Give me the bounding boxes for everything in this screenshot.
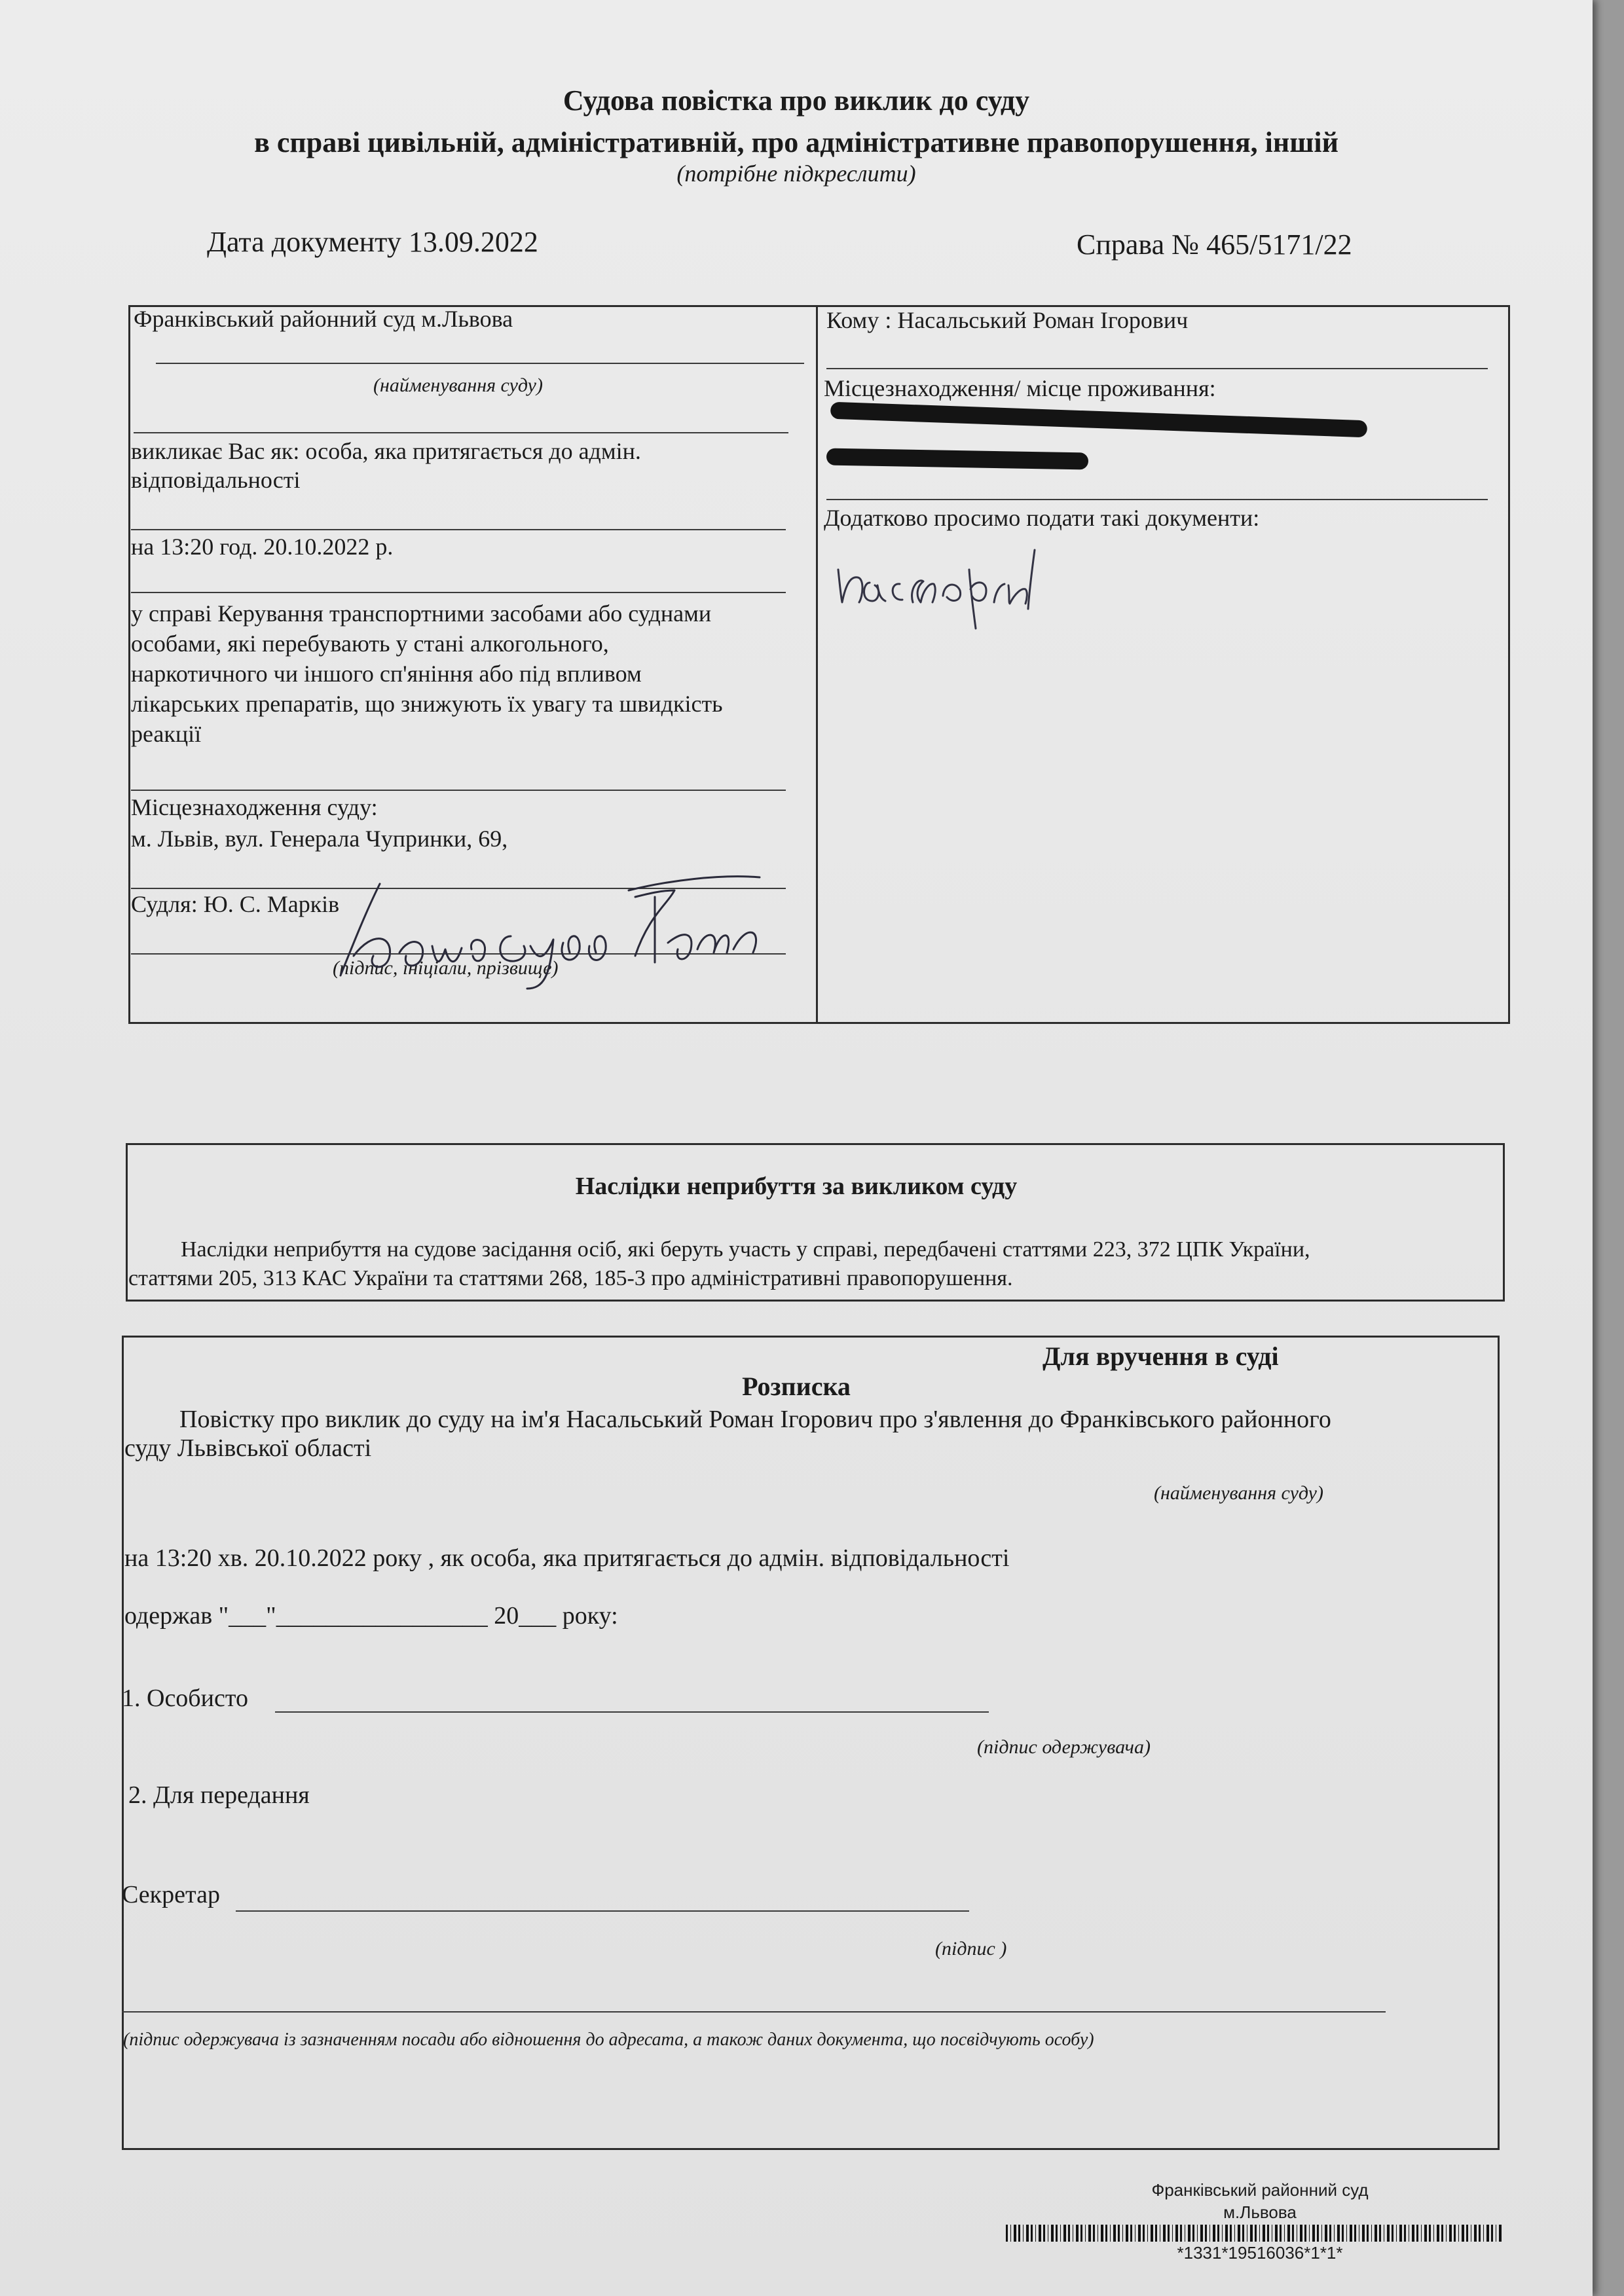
document-title: Судова повістка про виклик до суду xyxy=(563,84,1030,117)
residence-line xyxy=(826,499,1488,500)
footer-court-line1: Франківський районний суд xyxy=(1151,2180,1369,2200)
receipt-line1: Повістку про виклик до суду на ім'я Насальський Роман Ігорович про з'явлення до Франківського районного xyxy=(179,1406,1331,1433)
secretary-signature-caption: (підпис ) xyxy=(935,1938,1007,1959)
court-name-line xyxy=(156,363,804,364)
handwriting-passport-icon xyxy=(832,530,1094,635)
personally-signature-line xyxy=(275,1711,989,1713)
column-divider xyxy=(816,305,818,1024)
recipient-line xyxy=(826,368,1488,369)
documents-label: Додатково просимо подати такі документи: xyxy=(824,505,1260,531)
document-subtitle: в справі цивільній, адміністративній, про адміністративне правопорушення, іншій xyxy=(254,126,1338,158)
summons-role-line1: викликає Вас як: особа, яка притягається до адмін. xyxy=(131,438,641,464)
court-caption: (найменування суду) xyxy=(373,374,543,396)
signature-caption: (підпис, ініціали, прізвище) xyxy=(333,957,559,979)
hearing-time: на 13:20 год. 20.10.2022 р. xyxy=(131,534,394,560)
footer-court-line2: м.Львова xyxy=(1223,2202,1297,2222)
judge-name: Судля: Ю. С. Марків xyxy=(131,891,340,917)
barcode-icon xyxy=(1006,2225,1504,2242)
receipt-title: Розписка xyxy=(742,1372,851,1401)
case-number: Справа № 465/5171/22 xyxy=(1077,228,1352,261)
case-subject: у справі Керування транспортними засобами або суднами особами, які перебувають у стані алкогольного, наркотичного чи іншого сп'яніння або під впливом лікарських препаратів, що знижують їх увагу та швидкість реакції xyxy=(131,600,723,747)
receipt-bottom-line xyxy=(122,2011,1386,2013)
receipt-line2: суду Львівської області xyxy=(124,1434,372,1462)
separator-line-4 xyxy=(131,790,786,791)
for-court-label: Для вручення в суді xyxy=(1043,1341,1279,1371)
recipient-signature-caption: (підпис одержувача) xyxy=(977,1736,1151,1758)
recipient-name: Кому : Насальський Роман Ігорович xyxy=(826,307,1189,333)
receipt-court-caption: (найменування суду) xyxy=(1154,1482,1323,1504)
separator-line-1 xyxy=(134,432,788,433)
transfer-label: 2. Для передання xyxy=(128,1781,310,1809)
underline-note: (потрібне підкреслити) xyxy=(676,160,916,187)
document-date: Дата документу 13.09.2022 xyxy=(207,226,538,258)
personally-label: 1. Особисто xyxy=(122,1685,248,1712)
court-location-label: Місцезнаходження суду: xyxy=(131,794,378,820)
receipt-time-line: на 13:20 хв. 20.10.2022 року , як особа, яка притягається до адмін. відповідальності xyxy=(124,1544,1010,1572)
consequences-line2: статтями 205, 313 КАС України та статтями 268, 185-3 про адміністративні правопорушення. xyxy=(128,1266,1013,1290)
separator-line-2 xyxy=(131,529,786,530)
residence-label: Місцезнаходження/ місце проживання: xyxy=(824,375,1216,401)
judge-signature-icon xyxy=(327,864,773,995)
secretary-label: Секретар xyxy=(122,1881,220,1908)
consequences-line1: Наслідки неприбуття на судове засідання осіб, які беруть участь у справі, передбачені статтями 223, 372 ЦПК України, xyxy=(181,1237,1310,1262)
court-name: Франківський районний суд м.Львова xyxy=(134,306,513,332)
received-date-line: одержав "___"_________________ 20___ року: xyxy=(124,1602,618,1630)
consequences-title: Наслідки неприбуття за викликом суду xyxy=(575,1173,1018,1200)
court-location-value: м. Львів, вул. Генерала Чупринки, 69, xyxy=(131,826,508,852)
separator-line-3 xyxy=(131,592,786,593)
secretary-signature-line xyxy=(236,1910,969,1912)
barcode-text: *1331*19516036*1*1* xyxy=(1177,2243,1343,2263)
summons-role-line2: відповідальності xyxy=(131,467,301,493)
receipt-footer-caption: (підпис одержувача із зазначенням посади або відношення до адресата, а також даних документа, що посвідчують особу) xyxy=(123,2030,1094,2050)
